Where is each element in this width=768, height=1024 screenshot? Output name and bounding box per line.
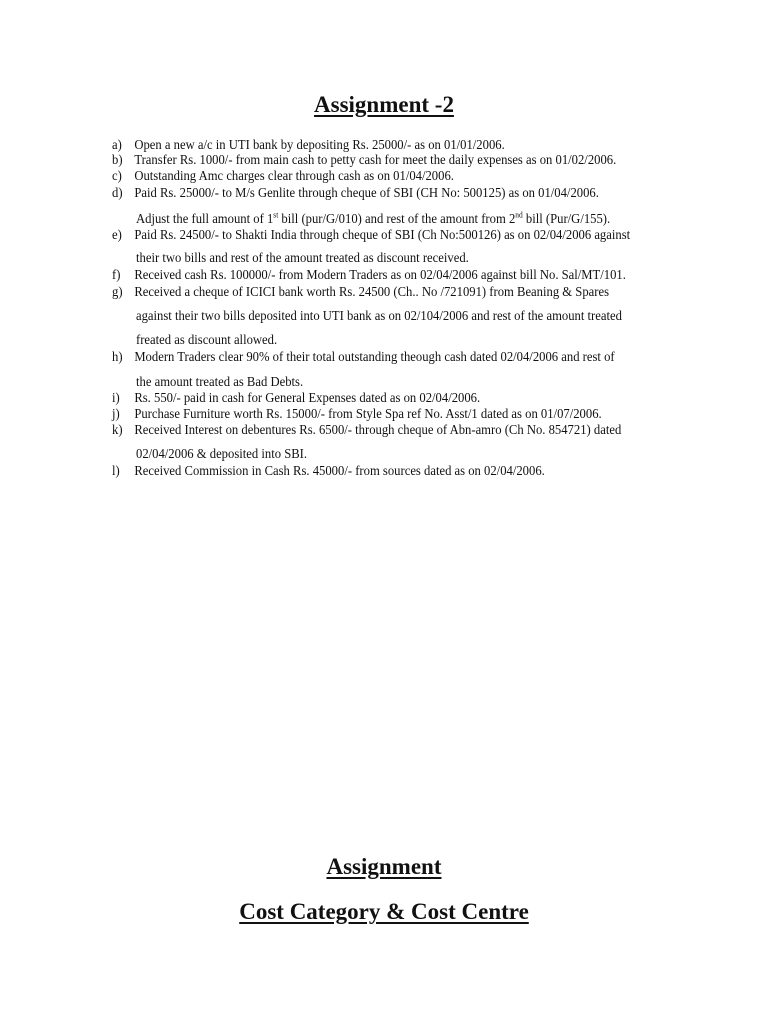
item-continuation: their two bills and rest of the amount treated as discount received.: [136, 250, 469, 265]
assignment-2-title: Assignment -2: [314, 92, 454, 117]
item-text: Received a cheque of ICICI bank worth Rs. 24500 (Ch.. No /721091) from Beaning & Spares: [134, 284, 610, 299]
item-text: Purchase Furniture worth Rs. 15000/- from Style Spa ref No. Asst/1 dated as on 01/07/2006.: [134, 406, 602, 421]
item-text: Received cash Rs. 100000/- from Modern Traders as on 02/04/2006 against bill No. Sal/MT/101.: [134, 267, 626, 282]
item-text: Transfer Rs. 1000/- from main cash to petty cash for meet the daily expenses as on 01/02/2006.: [134, 152, 617, 167]
cost-category-title: Cost Category & Cost Centre: [239, 899, 529, 924]
item-continuation: Adjust the full amount of 1st bill (pur/G/010) and rest of the amount from 2nd bill (Pur/G/155).: [136, 210, 611, 226]
item-marker: b): [112, 152, 123, 167]
item-continuation: against their two bills deposited into UTI bank as on 02/104/2006 and rest of the amount treated: [136, 308, 622, 323]
item-marker: c): [112, 168, 122, 183]
item-marker: h): [112, 349, 123, 364]
item-text: Rs. 550/- paid in cash for General Expenses dated as on 02/04/2006.: [134, 390, 481, 405]
assignment-title: Assignment: [326, 854, 442, 879]
item-marker: l): [112, 463, 120, 478]
item-marker: e): [112, 227, 122, 242]
item-continuation: freated as discount allowed.: [136, 332, 278, 347]
item-text: Paid Rs. 24500/- to Shakti India through cheque of SBI (Ch No:500126) as on 02/04/2006 against: [134, 227, 631, 242]
item-marker: k): [112, 422, 123, 437]
item-marker: j): [112, 406, 120, 421]
item-continuation: the amount treated as Bad Debts.: [136, 374, 304, 389]
item-marker: d): [112, 185, 123, 200]
item-text: Outstanding Amc charges clear through cash as on 01/04/2006.: [134, 168, 454, 183]
item-text: Received Interest on debentures Rs. 6500/- through cheque of Abn-amro (Ch No. 854721) dated: [134, 422, 622, 437]
item-marker: a): [112, 137, 122, 152]
item-text: Modern Traders clear 90% of their total outstanding theough cash dated 02/04/2006 and rest of: [134, 349, 615, 364]
item-text: Open a new a/c in UTI bank by depositing Rs. 25000/- as on 01/01/2006.: [134, 137, 505, 152]
item-marker: i): [112, 390, 120, 405]
item-continuation: 02/04/2006 & deposited into SBI.: [136, 446, 308, 461]
item-text: Received Commission in Cash Rs. 45000/- from sources dated as on 02/04/2006.: [134, 463, 545, 478]
item-marker: g): [112, 284, 123, 299]
item-text: Paid Rs. 25000/- to M/s Genlite through cheque of SBI (CH No: 500125) as on 01/04/2006.: [134, 185, 599, 200]
item-marker: f): [112, 267, 121, 282]
